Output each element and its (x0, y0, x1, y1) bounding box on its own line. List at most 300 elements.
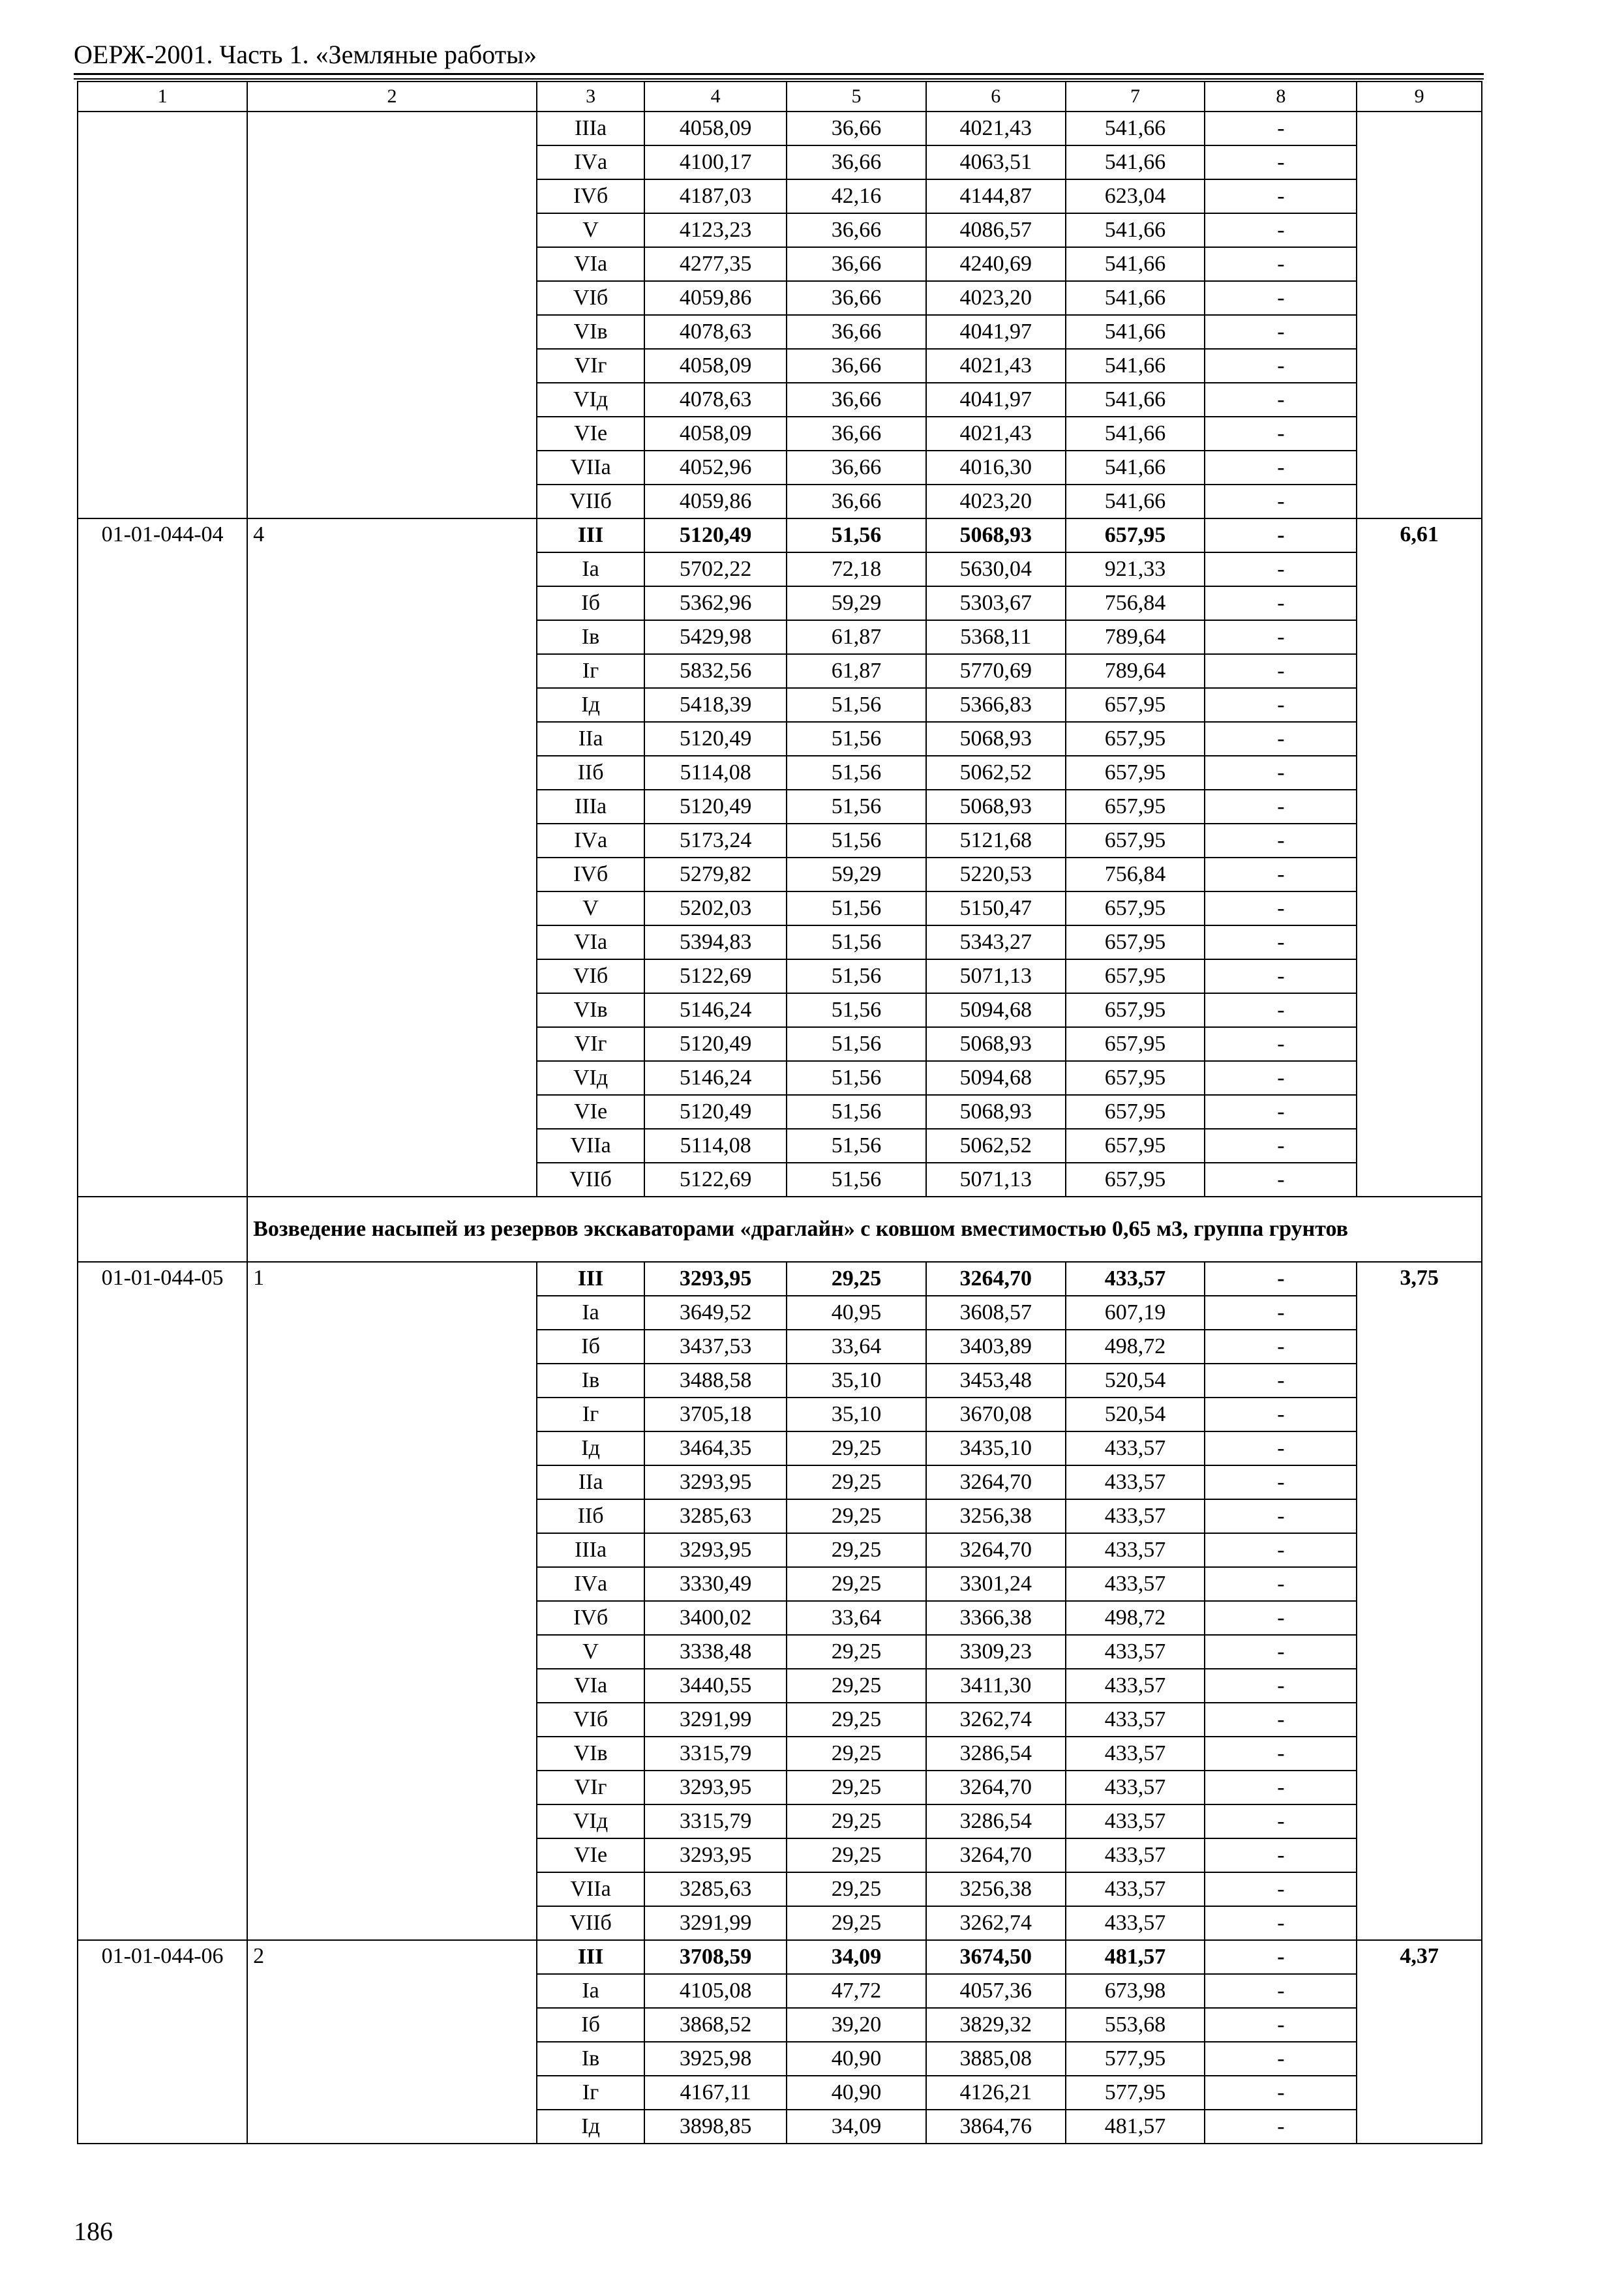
table-cell: IVа (537, 824, 644, 858)
table-cell: 3264,70 (926, 1465, 1066, 1499)
table-cell: - (1205, 1163, 1357, 1197)
table-cell: 433,57 (1066, 1804, 1205, 1838)
table-cell: 5429,98 (644, 620, 787, 654)
page-header: ОЕРЖ-2001. Часть 1. «Земляные работы» (74, 40, 537, 69)
table-cell: - (1205, 518, 1357, 552)
table-cell: - (1205, 281, 1357, 315)
table-cell: 3868,52 (644, 2008, 787, 2042)
table-cell: 5362,96 (644, 586, 787, 620)
column-number-row (78, 82, 1482, 112)
table-cell: - (1205, 1974, 1357, 2008)
table-cell: - (1205, 620, 1357, 654)
table-cell: - (1205, 213, 1357, 247)
table-row (78, 1940, 1482, 1974)
table-cell: 577,95 (1066, 2076, 1205, 2110)
table-cell: 4041,97 (926, 315, 1066, 349)
table-cell: 72,18 (787, 552, 926, 586)
table-cell: 33,64 (787, 1330, 926, 1364)
table-cell: 541,66 (1066, 349, 1205, 383)
table-cell: 3453,48 (926, 1364, 1066, 1398)
soil-group: 1 (247, 1262, 537, 1940)
column-number: 1 (78, 82, 247, 112)
table-cell: 4126,21 (926, 2076, 1066, 2110)
table-cell: 4277,35 (644, 247, 787, 281)
table-cell: 51,56 (787, 993, 926, 1027)
table-cell: Iг (537, 2076, 644, 2110)
table-cell: IVб (537, 1601, 644, 1635)
table-cell: - (1205, 1601, 1357, 1635)
table-cell: 520,54 (1066, 1364, 1205, 1398)
table-cell: 3293,95 (644, 1262, 787, 1296)
table-cell: 36,66 (787, 451, 926, 485)
table-cell: Iв (537, 620, 644, 654)
table-cell: 5770,69 (926, 654, 1066, 688)
table-cell: 29,25 (787, 1703, 926, 1737)
table-cell: 3366,38 (926, 1601, 1066, 1635)
table-cell: - (1205, 1838, 1357, 1872)
table-cell: - (1205, 1364, 1357, 1398)
table-cell: 921,33 (1066, 552, 1205, 586)
table-cell: 36,66 (787, 315, 926, 349)
table-cell: 5418,39 (644, 688, 787, 722)
column-number: 2 (247, 82, 537, 112)
table-cell: 433,57 (1066, 1465, 1205, 1499)
table-cell: 4123,23 (644, 213, 787, 247)
soil-group (247, 112, 537, 518)
table-cell: - (1205, 1804, 1357, 1838)
table-cell: 29,25 (787, 1737, 926, 1771)
table-cell: - (1205, 1129, 1357, 1163)
table-cell: IVб (537, 858, 644, 891)
table-cell: 51,56 (787, 1095, 926, 1129)
table-cell: 4021,43 (926, 112, 1066, 145)
table-cell: 61,87 (787, 620, 926, 654)
table-cell: 3898,85 (644, 2110, 787, 2144)
table-cell: 3264,70 (926, 1838, 1066, 1872)
table-cell: 36,66 (787, 349, 926, 383)
table-cell: 3286,54 (926, 1737, 1066, 1771)
table-cell: 3338,48 (644, 1635, 787, 1669)
table-cell: VIг (537, 349, 644, 383)
table-cell: - (1205, 824, 1357, 858)
table-cell: 51,56 (787, 790, 926, 824)
table-cell: 29,25 (787, 1635, 926, 1669)
table-cell: VIб (537, 959, 644, 993)
table-cell: 3411,30 (926, 1669, 1066, 1703)
section-title: Возведение насыпей из резервов экскаваторами «драглайн» с ковшом вместимостью 0,65 м3, группа грунтов (247, 1197, 1482, 1262)
table-cell: Iд (537, 1431, 644, 1465)
table-cell: 433,57 (1066, 1499, 1205, 1533)
table-cell: 433,57 (1066, 1906, 1205, 1940)
table-cell: 433,57 (1066, 1669, 1205, 1703)
table-cell: 433,57 (1066, 1533, 1205, 1567)
table-cell: V (537, 891, 644, 925)
table-cell: 5071,13 (926, 1163, 1066, 1197)
table-cell: IVа (537, 1567, 644, 1601)
table-cell: - (1205, 1940, 1357, 1974)
table-cell: 4086,57 (926, 213, 1066, 247)
table-cell: 3670,08 (926, 1398, 1066, 1431)
table-cell: VIг (537, 1027, 644, 1061)
table-cell: 5303,67 (926, 586, 1066, 620)
table-cell: 541,66 (1066, 383, 1205, 417)
table-cell: 541,66 (1066, 247, 1205, 281)
rate-code (78, 112, 247, 518)
coefficient-cell (1357, 112, 1482, 518)
table-cell: 5094,68 (926, 993, 1066, 1027)
column-number: 6 (926, 82, 1066, 112)
table-cell: VIIб (537, 1906, 644, 1940)
table-cell: 3330,49 (644, 1567, 787, 1601)
table-cell: 553,68 (1066, 2008, 1205, 2042)
table-cell: - (1205, 925, 1357, 959)
table-cell: 5394,83 (644, 925, 787, 959)
table-cell: 3403,89 (926, 1330, 1066, 1364)
table-cell: 5146,24 (644, 1061, 787, 1095)
rates-table (77, 81, 1482, 2144)
table-cell: 3256,38 (926, 1872, 1066, 1906)
table-cell: 36,66 (787, 417, 926, 451)
table-cell: 3293,95 (644, 1465, 787, 1499)
table-cell: - (1205, 1095, 1357, 1129)
table-cell: 520,54 (1066, 1398, 1205, 1431)
table-cell: 4240,69 (926, 247, 1066, 281)
table-cell: - (1205, 1906, 1357, 1940)
table-cell: VIа (537, 1669, 644, 1703)
coefficient-cell: 3,75 (1357, 1262, 1482, 1940)
table-cell: IIа (537, 722, 644, 756)
table-cell: 3264,70 (926, 1533, 1066, 1567)
table-cell: VIд (537, 1804, 644, 1838)
table-cell: Iа (537, 1974, 644, 2008)
table-cell: 607,19 (1066, 1296, 1205, 1330)
table-cell: 3315,79 (644, 1804, 787, 1838)
table-cell: - (1205, 451, 1357, 485)
column-number: 5 (787, 82, 926, 112)
table-cell: - (1205, 383, 1357, 417)
table-cell: 657,95 (1066, 790, 1205, 824)
table-cell: 33,64 (787, 1601, 926, 1635)
table-cell: - (1205, 1465, 1357, 1499)
table-cell: - (1205, 485, 1357, 518)
table-cell: 5120,49 (644, 1027, 787, 1061)
table-cell: 5068,93 (926, 1095, 1066, 1129)
table-cell: 433,57 (1066, 1431, 1205, 1465)
table-cell: 51,56 (787, 756, 926, 790)
table-cell: VIе (537, 417, 644, 451)
table-cell: 42,16 (787, 179, 926, 213)
table-cell: - (1205, 1703, 1357, 1737)
table-cell: 4058,09 (644, 349, 787, 383)
table-cell: 3649,52 (644, 1296, 787, 1330)
table-cell: 5366,83 (926, 688, 1066, 722)
table-cell: 657,95 (1066, 518, 1205, 552)
table-cell: - (1205, 1262, 1357, 1296)
table-cell: 657,95 (1066, 891, 1205, 925)
table-cell: 657,95 (1066, 1095, 1205, 1129)
table-cell: 5068,93 (926, 518, 1066, 552)
table-cell: IIIа (537, 112, 644, 145)
column-number: 7 (1066, 82, 1205, 112)
table-cell: 36,66 (787, 145, 926, 179)
table-cell: 5068,93 (926, 790, 1066, 824)
table-cell: 36,66 (787, 112, 926, 145)
table-cell: - (1205, 2110, 1357, 2144)
table-cell: 36,66 (787, 281, 926, 315)
table-cell: IIIа (537, 790, 644, 824)
table-cell: - (1205, 179, 1357, 213)
table-cell: - (1205, 1061, 1357, 1095)
table-cell: - (1205, 722, 1357, 756)
table-cell: 3488,58 (644, 1364, 787, 1398)
table-cell: 36,66 (787, 485, 926, 518)
table-row (78, 112, 1482, 145)
table-cell: 541,66 (1066, 213, 1205, 247)
coefficient-cell: 4,37 (1357, 1940, 1482, 2144)
table-cell: 481,57 (1066, 1940, 1205, 1974)
table-cell: 3262,74 (926, 1703, 1066, 1737)
table-cell: VIа (537, 247, 644, 281)
table-cell: 51,56 (787, 1027, 926, 1061)
table-cell: 5832,56 (644, 654, 787, 688)
header-rule (74, 73, 1484, 75)
table-cell: 36,66 (787, 247, 926, 281)
table-cell: 4023,20 (926, 485, 1066, 518)
table-cell: 3315,79 (644, 1737, 787, 1771)
table-cell: 789,64 (1066, 654, 1205, 688)
table-cell: 3464,35 (644, 1431, 787, 1465)
table-cell: - (1205, 145, 1357, 179)
table-row (78, 1262, 1482, 1296)
table-cell: 51,56 (787, 1061, 926, 1095)
table-cell: 5343,27 (926, 925, 1066, 959)
table-cell: 5120,49 (644, 1095, 787, 1129)
table-cell: Iб (537, 586, 644, 620)
table-cell: 541,66 (1066, 417, 1205, 451)
table-cell: Iг (537, 1398, 644, 1431)
table-cell: - (1205, 1296, 1357, 1330)
table-cell: IVа (537, 145, 644, 179)
table-cell: Iб (537, 1330, 644, 1364)
table-cell: 3885,08 (926, 2042, 1066, 2076)
table-cell: V (537, 213, 644, 247)
table-cell: VIд (537, 383, 644, 417)
table-cell: 657,95 (1066, 1061, 1205, 1095)
table-cell: 498,72 (1066, 1330, 1205, 1364)
table-cell: 3674,50 (926, 1940, 1066, 1974)
table-cell: - (1205, 349, 1357, 383)
table-cell: - (1205, 1431, 1357, 1465)
table-cell: 5150,47 (926, 891, 1066, 925)
table-cell: 4078,63 (644, 315, 787, 349)
table-cell: 51,56 (787, 518, 926, 552)
table-cell: 498,72 (1066, 1601, 1205, 1635)
table-cell: 3293,95 (644, 1838, 787, 1872)
table-cell: 5071,13 (926, 959, 1066, 993)
table-cell: 657,95 (1066, 925, 1205, 959)
table-cell: 3925,98 (644, 2042, 787, 2076)
table-cell: - (1205, 2042, 1357, 2076)
table-cell: 577,95 (1066, 2042, 1205, 2076)
rate-code: 01-01-044-04 (78, 518, 247, 1197)
table-cell: 51,56 (787, 1163, 926, 1197)
table-cell: 29,25 (787, 1499, 926, 1533)
table-cell: - (1205, 1533, 1357, 1567)
table-cell: 433,57 (1066, 1703, 1205, 1737)
soil-group: 2 (247, 1940, 537, 2144)
table-cell: - (1205, 1330, 1357, 1364)
table-cell: 59,29 (787, 858, 926, 891)
header-rule-thin (74, 78, 1484, 80)
table-cell: 3256,38 (926, 1499, 1066, 1533)
table-cell: - (1205, 688, 1357, 722)
table-cell: 51,56 (787, 688, 926, 722)
table-cell: 4016,30 (926, 451, 1066, 485)
table-cell: 541,66 (1066, 485, 1205, 518)
table-cell: 789,64 (1066, 620, 1205, 654)
column-number: 9 (1357, 82, 1482, 112)
table-cell: VIIа (537, 1872, 644, 1906)
table-cell: - (1205, 1737, 1357, 1771)
table-cell: 657,95 (1066, 722, 1205, 756)
table-cell: 5068,93 (926, 722, 1066, 756)
table-cell: Iв (537, 2042, 644, 2076)
table-cell: 4052,96 (644, 451, 787, 485)
column-number: 4 (644, 82, 787, 112)
section-title-row (78, 1197, 1482, 1262)
table-cell: - (1205, 1499, 1357, 1533)
table-cell: 4187,03 (644, 179, 787, 213)
table-cell: 5120,49 (644, 518, 787, 552)
table-cell: - (1205, 552, 1357, 586)
table-cell: 29,25 (787, 1838, 926, 1872)
table-cell: 51,56 (787, 925, 926, 959)
table-cell: 4041,97 (926, 383, 1066, 417)
table-cell: 35,10 (787, 1398, 926, 1431)
table-cell: 5062,52 (926, 1129, 1066, 1163)
table-cell: 5114,08 (644, 756, 787, 790)
table-cell: 657,95 (1066, 1027, 1205, 1061)
table-cell: 40,90 (787, 2076, 926, 2110)
table-cell: VIе (537, 1095, 644, 1129)
table-cell: 34,09 (787, 2110, 926, 2144)
table-cell: 4021,43 (926, 417, 1066, 451)
table-cell: VIв (537, 993, 644, 1027)
table-cell: 3301,24 (926, 1567, 1066, 1601)
table-cell: Iв (537, 1364, 644, 1398)
table-cell: 756,84 (1066, 858, 1205, 891)
table-cell: 541,66 (1066, 112, 1205, 145)
table-cell: 4058,09 (644, 417, 787, 451)
table-cell: 29,25 (787, 1771, 926, 1804)
table-cell: Iа (537, 552, 644, 586)
table-cell: VIе (537, 1838, 644, 1872)
table-cell: - (1205, 959, 1357, 993)
table-cell: 433,57 (1066, 1771, 1205, 1804)
table-cell: Iд (537, 688, 644, 722)
table-cell: 3291,99 (644, 1906, 787, 1940)
table-cell: 29,25 (787, 1431, 926, 1465)
table-cell: 4063,51 (926, 145, 1066, 179)
table-cell: Iд (537, 2110, 644, 2144)
table-cell: Iг (537, 654, 644, 688)
table-cell: - (1205, 1027, 1357, 1061)
table-cell: 5279,82 (644, 858, 787, 891)
table-cell: III (537, 518, 644, 552)
table-cell: 29,25 (787, 1533, 926, 1567)
section-title-spacer (78, 1197, 247, 1262)
table-cell: 4059,86 (644, 281, 787, 315)
table-cell: 51,56 (787, 1129, 926, 1163)
table-cell: 5702,22 (644, 552, 787, 586)
table-cell: VIIб (537, 485, 644, 518)
table-cell: 433,57 (1066, 1838, 1205, 1872)
table-cell: 40,95 (787, 1296, 926, 1330)
table-cell: 541,66 (1066, 281, 1205, 315)
table-cell: - (1205, 790, 1357, 824)
table-cell: 756,84 (1066, 586, 1205, 620)
table-cell: - (1205, 756, 1357, 790)
table-cell: 3435,10 (926, 1431, 1066, 1465)
table-cell: 541,66 (1066, 315, 1205, 349)
table-cell: 4059,86 (644, 485, 787, 518)
table-cell: 4144,87 (926, 179, 1066, 213)
table-cell: 4058,09 (644, 112, 787, 145)
table-cell: 51,56 (787, 824, 926, 858)
table-cell: 657,95 (1066, 756, 1205, 790)
table-cell: 3293,95 (644, 1771, 787, 1804)
table-cell: 29,25 (787, 1262, 926, 1296)
table-cell: 51,56 (787, 722, 926, 756)
table-cell: IIIа (537, 1533, 644, 1567)
table-cell: VIIа (537, 1129, 644, 1163)
table-cell: 29,25 (787, 1669, 926, 1703)
table-cell: 4100,17 (644, 145, 787, 179)
table-cell: VIг (537, 1771, 644, 1804)
table-cell: - (1205, 858, 1357, 891)
table-cell: 541,66 (1066, 145, 1205, 179)
table-cell: - (1205, 1669, 1357, 1703)
table-cell: - (1205, 112, 1357, 145)
table-cell: 3285,63 (644, 1499, 787, 1533)
table-cell: 59,29 (787, 586, 926, 620)
table-cell: 657,95 (1066, 993, 1205, 1027)
table-cell: 3400,02 (644, 1601, 787, 1635)
table-cell: - (1205, 417, 1357, 451)
table-cell: III (537, 1940, 644, 1974)
table-cell: 657,95 (1066, 688, 1205, 722)
table-cell: - (1205, 315, 1357, 349)
table-cell: VIа (537, 925, 644, 959)
table-cell: 3608,57 (926, 1296, 1066, 1330)
table-cell: IIа (537, 1465, 644, 1499)
table-cell: - (1205, 1872, 1357, 1906)
table-cell: 5368,11 (926, 620, 1066, 654)
table-cell: 5173,24 (644, 824, 787, 858)
table-cell: 29,25 (787, 1906, 926, 1940)
table-cell: 36,66 (787, 213, 926, 247)
table-cell: 657,95 (1066, 824, 1205, 858)
table-cell: - (1205, 891, 1357, 925)
table-cell: - (1205, 247, 1357, 281)
table-cell: IVб (537, 179, 644, 213)
table-cell: 4023,20 (926, 281, 1066, 315)
table-cell: 657,95 (1066, 1129, 1205, 1163)
table-cell: 541,66 (1066, 451, 1205, 485)
table-cell: VIб (537, 281, 644, 315)
table-row (78, 518, 1482, 552)
table-cell: 3829,32 (926, 2008, 1066, 2042)
